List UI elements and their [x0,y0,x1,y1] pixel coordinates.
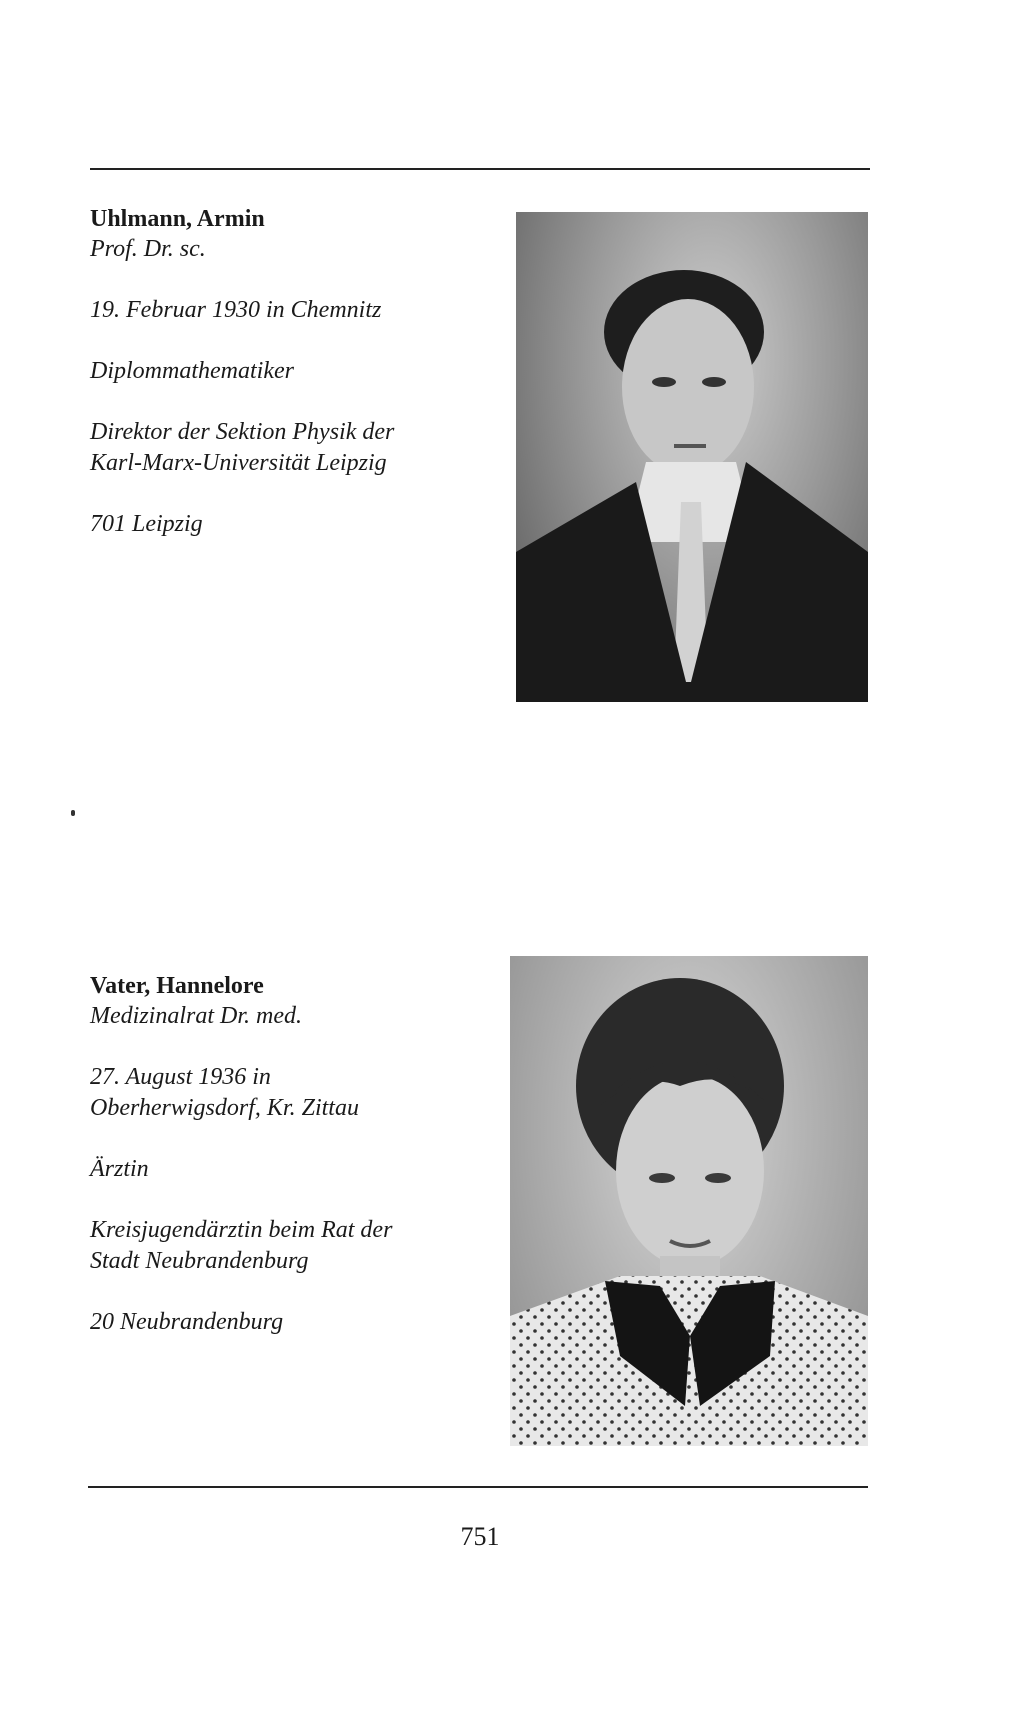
entry-birth-line-2: Oberherwigsdorf, Kr. Zittau [90,1095,359,1121]
entry-vater [90,971,490,1338]
portrait-photo-man [516,212,868,702]
portrait-photo-woman [510,956,868,1446]
entry-title: Medizinalrat Dr. med. [90,1003,302,1029]
entry-position-line-2: Stadt Neubrandenburg [90,1248,309,1274]
entry-position-line-1: Direktor der Sektion Physik der [90,419,395,445]
page-number: 751 [460,1522,500,1551]
entry-name: Vater, Hannelore [90,973,264,999]
entry-birth-line-1: 27. August 1936 in [90,1064,271,1090]
entry-position-line-1: Kreisjugendärztin beim Rat der [90,1217,393,1243]
entry-profession: Diplommathematiker [90,358,294,384]
top-rule [90,168,870,170]
entry-uhlmann [90,204,490,540]
entry-name: Uhlmann, Armin [90,206,265,232]
entry-birth: 19. Februar 1930 in Chemnitz [90,297,382,323]
entry-address: 20 Neubrandenburg [90,1309,284,1335]
entry-position-line-2: Karl-Marx-Universität Leipzig [90,450,387,476]
entry-address: 701 Leipzig [90,511,203,537]
bottom-rule [88,1486,868,1488]
scan-speck [71,810,75,816]
entry-profession: Ärztin [90,1156,149,1182]
entry-title: Prof. Dr. sc. [90,236,206,262]
